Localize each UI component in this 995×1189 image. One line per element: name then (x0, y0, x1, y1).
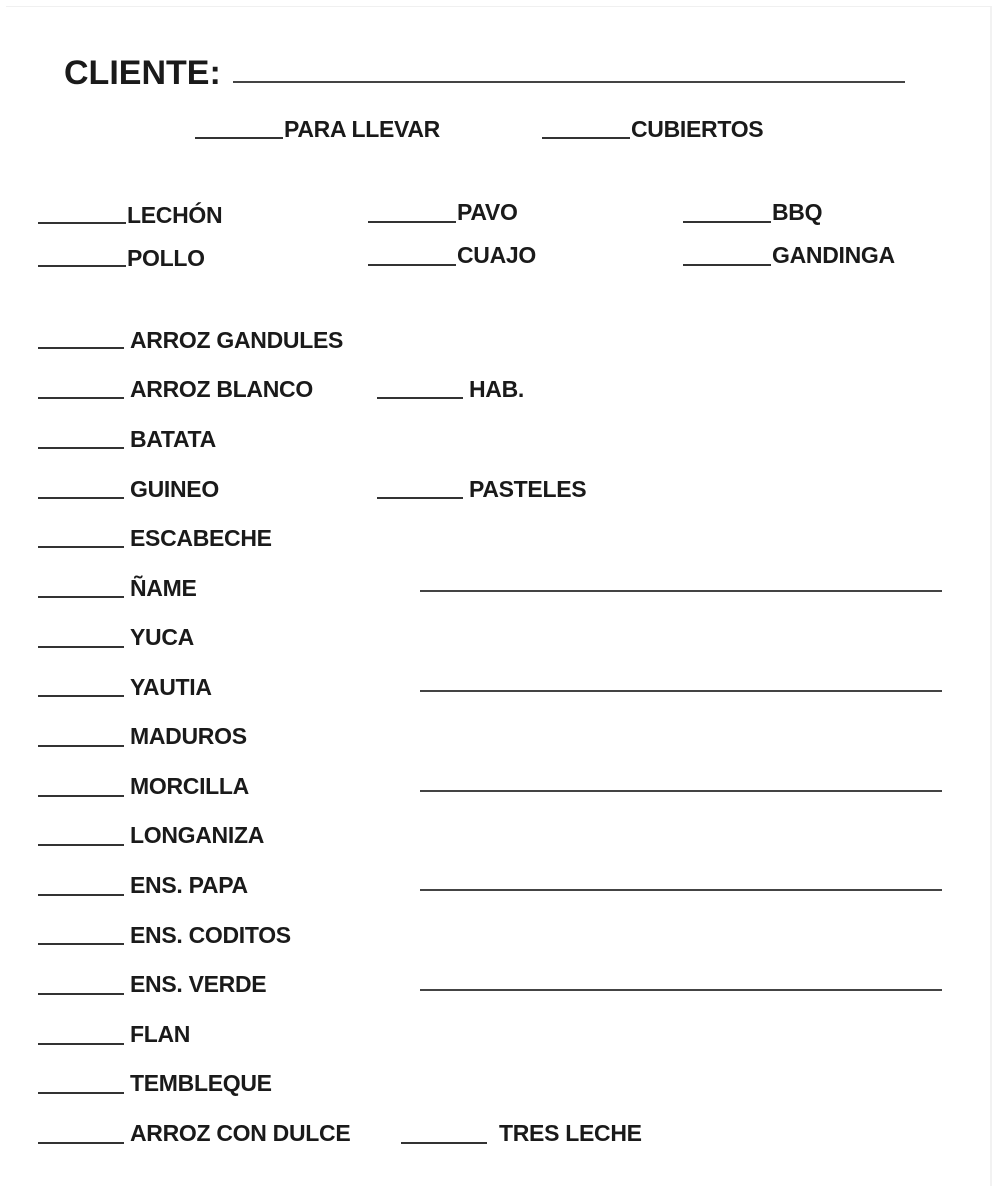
ens-coditos-blank[interactable] (38, 943, 124, 945)
name-blank[interactable] (38, 596, 124, 598)
maduros-blank[interactable] (38, 745, 124, 747)
arroz-gandules-blank[interactable] (38, 347, 124, 349)
tembleque-label: TEMBLEQUE (130, 1070, 272, 1096)
batata-label: BATATA (130, 426, 216, 452)
gandinga-label: GANDINGA (772, 242, 895, 268)
cliente-label: CLIENTE: (64, 54, 221, 92)
lechon-label: LECHÓN (127, 202, 223, 228)
para-llevar-label: PARA LLEVAR (284, 116, 440, 142)
longaniza-label: LONGANIZA (130, 822, 265, 848)
hab-label: HAB. (469, 376, 525, 402)
notes-line-1[interactable] (420, 590, 942, 592)
morcilla-label: MORCILLA (130, 773, 249, 799)
cuajo-blank[interactable] (368, 264, 456, 266)
pasteles-label: PASTELES (469, 476, 587, 502)
escabeche-label: ESCABECHE (130, 525, 272, 551)
flan-blank[interactable] (38, 1043, 124, 1045)
arroz-con-dulce-blank[interactable] (38, 1142, 124, 1144)
ens-papa-blank[interactable] (38, 894, 124, 896)
yuca-blank[interactable] (38, 646, 124, 648)
para-llevar-blank[interactable] (195, 137, 283, 139)
maduros-label: MADUROS (130, 723, 247, 749)
cuajo-label: CUAJO (457, 242, 537, 268)
ens-verde-blank[interactable] (38, 993, 124, 995)
notes-line-3[interactable] (420, 790, 942, 792)
cubiertos-label: CUBIERTOS (631, 116, 764, 142)
cubiertos-blank[interactable] (542, 137, 630, 139)
notes-line-5[interactable] (420, 989, 942, 991)
pollo-label: POLLO (127, 245, 205, 271)
yuca-label: YUCA (130, 624, 194, 650)
ens-verde-label: ENS. VERDE (130, 971, 267, 997)
guineo-blank[interactable] (38, 497, 124, 499)
arroz-gandules-label: ARROZ GANDULES (130, 327, 344, 353)
pasteles-blank[interactable] (377, 497, 463, 499)
ens-papa-label: ENS. PAPA (130, 872, 248, 898)
bbq-blank[interactable] (683, 221, 771, 223)
arroz-con-dulce-label: ARROZ CON DULCE (130, 1120, 351, 1146)
cliente-name-field[interactable] (233, 81, 905, 83)
lechon-blank[interactable] (38, 222, 126, 224)
arroz-blanco-label: ARROZ BLANCO (130, 376, 313, 402)
gandinga-blank[interactable] (683, 264, 771, 266)
longaniza-blank[interactable] (38, 844, 124, 846)
guineo-label: GUINEO (130, 476, 219, 502)
tres-leche-blank[interactable] (401, 1142, 487, 1144)
ens-coditos-label: ENS. CODITOS (130, 922, 291, 948)
pavo-blank[interactable] (368, 221, 456, 223)
tres-leche-label: TRES LECHE (499, 1120, 642, 1146)
name-label: ÑAME (130, 575, 197, 601)
yautia-blank[interactable] (38, 695, 124, 697)
notes-line-2[interactable] (420, 690, 942, 692)
pavo-label: PAVO (457, 199, 518, 225)
tembleque-blank[interactable] (38, 1092, 124, 1094)
flan-label: FLAN (130, 1021, 191, 1047)
pollo-blank[interactable] (38, 265, 126, 267)
arroz-blanco-blank[interactable] (38, 397, 124, 399)
batata-blank[interactable] (38, 447, 124, 449)
escabeche-blank[interactable] (38, 546, 124, 548)
notes-line-4[interactable] (420, 889, 942, 891)
yautia-label: YAUTIA (130, 674, 212, 700)
bbq-label: BBQ (772, 199, 823, 225)
morcilla-blank[interactable] (38, 795, 124, 797)
hab-blank[interactable] (377, 397, 463, 399)
